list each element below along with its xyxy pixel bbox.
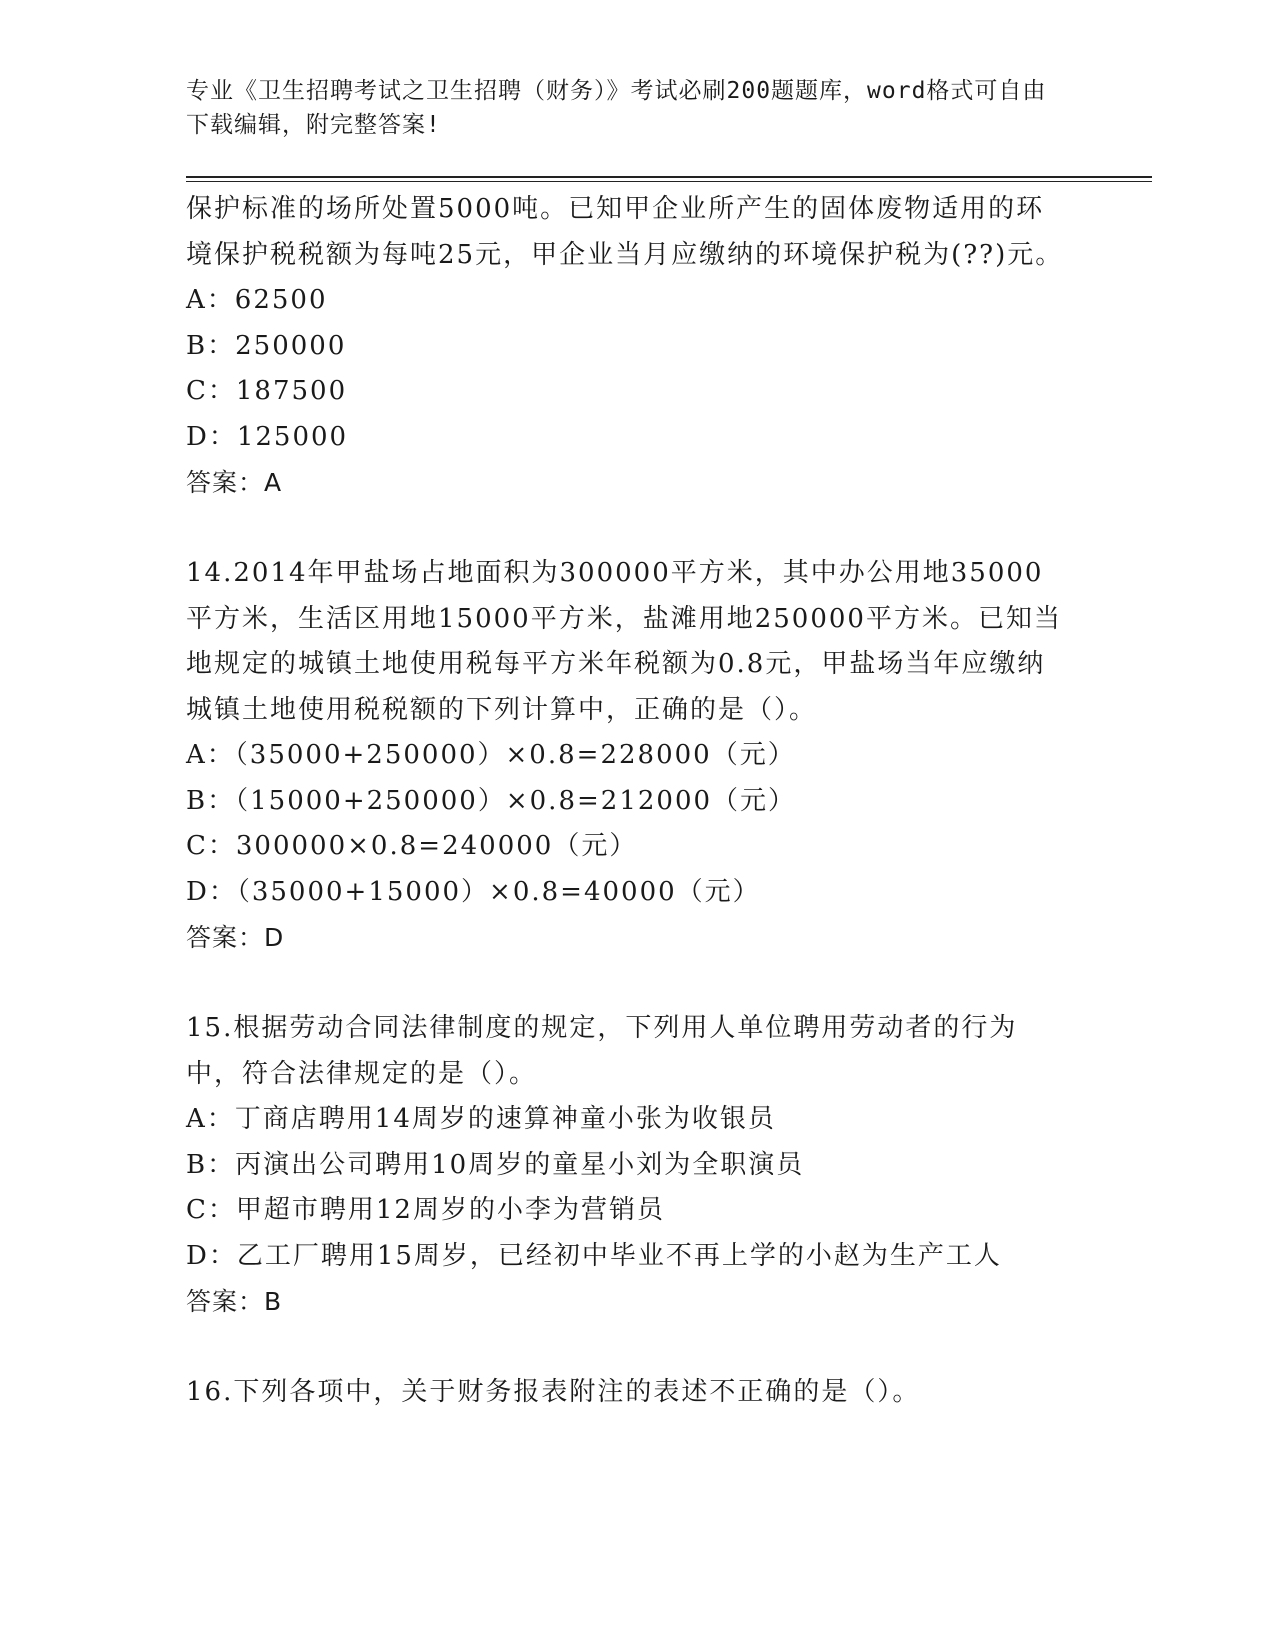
- question-16-stem: 16.下列各项中，关于财务报表附注的表述不正确的是（）。: [186, 1377, 921, 1407]
- document-header: 专业《卫生招聘考试之卫生招聘（财务）》考试必刷200题题库，word格式可自由下载编辑，附完整答案!: [186, 78, 1047, 138]
- question-13-text: 保护标准的场所处置5000吨。已知甲企业所产生的固体废物适用的环境保护税税额为每吨25元，甲企业当月应缴纳的环境保护税为(??)元。: [186, 194, 1064, 270]
- header-rule-thick: [186, 176, 1152, 178]
- spacer: [186, 506, 1066, 551]
- question-13-option-d: D：125000: [186, 421, 349, 452]
- question-13-continuation: [186, 187, 1066, 506]
- document-body: [186, 187, 1066, 1416]
- spacer: [186, 961, 1066, 1006]
- question-14-option-d: D：（35000+15000）×0.8=40000（元）: [186, 876, 761, 907]
- question-14-answer: 答案：D: [186, 923, 285, 952]
- question-14-option-a: A：（35000+250000）×0.8=228000（元）: [186, 740, 796, 770]
- question-15-option-d: D：乙工厂聘用15周岁，已经初中毕业不再上学的小赵为生产工人: [186, 1240, 1002, 1271]
- question-15-stem: 15.根据劳动合同法律制度的规定，下列用人单位聘用劳动者的行为中，符合法律规定的是（）。: [186, 1013, 1018, 1089]
- question-13-option-a: A：62500: [186, 285, 328, 315]
- question-14: [186, 551, 1066, 961]
- question-15: [186, 1006, 1066, 1325]
- question-16: [186, 1370, 1066, 1416]
- question-15-option-b: B：丙演出公司聘用10周岁的童星小刘为全职演员: [186, 1149, 805, 1180]
- question-15-answer: 答案：B: [186, 1287, 283, 1316]
- header-rule-thin: [186, 181, 1152, 182]
- question-13-answer: 答案：A: [186, 468, 283, 497]
- question-15-option-a: A：丁商店聘用14周岁的速算神童小张为收银员: [186, 1104, 776, 1134]
- question-13-option-c: C：187500: [186, 376, 348, 406]
- question-15-option-c: C：甲超市聘用12周岁的小李为营销员: [186, 1195, 665, 1225]
- question-13-option-b: B：250000: [186, 330, 347, 361]
- question-14-option-b: B：（15000+250000）×0.8=212000（元）: [186, 785, 797, 816]
- question-14-stem: 14.2014年甲盐场占地面积为300000平方米，其中办公用地35000平方米，生活区用地15000平方米，盐滩用地250000平方米。已知当地规定的城镇土地使用税每平方米年税额为0.8元，甲盐场当年应缴纳城镇土地使用税税额的下列计算中，正确的是（）。: [186, 558, 1062, 725]
- spacer: [186, 1325, 1066, 1370]
- question-14-option-c: C：300000×0.8=240000（元）: [186, 831, 638, 861]
